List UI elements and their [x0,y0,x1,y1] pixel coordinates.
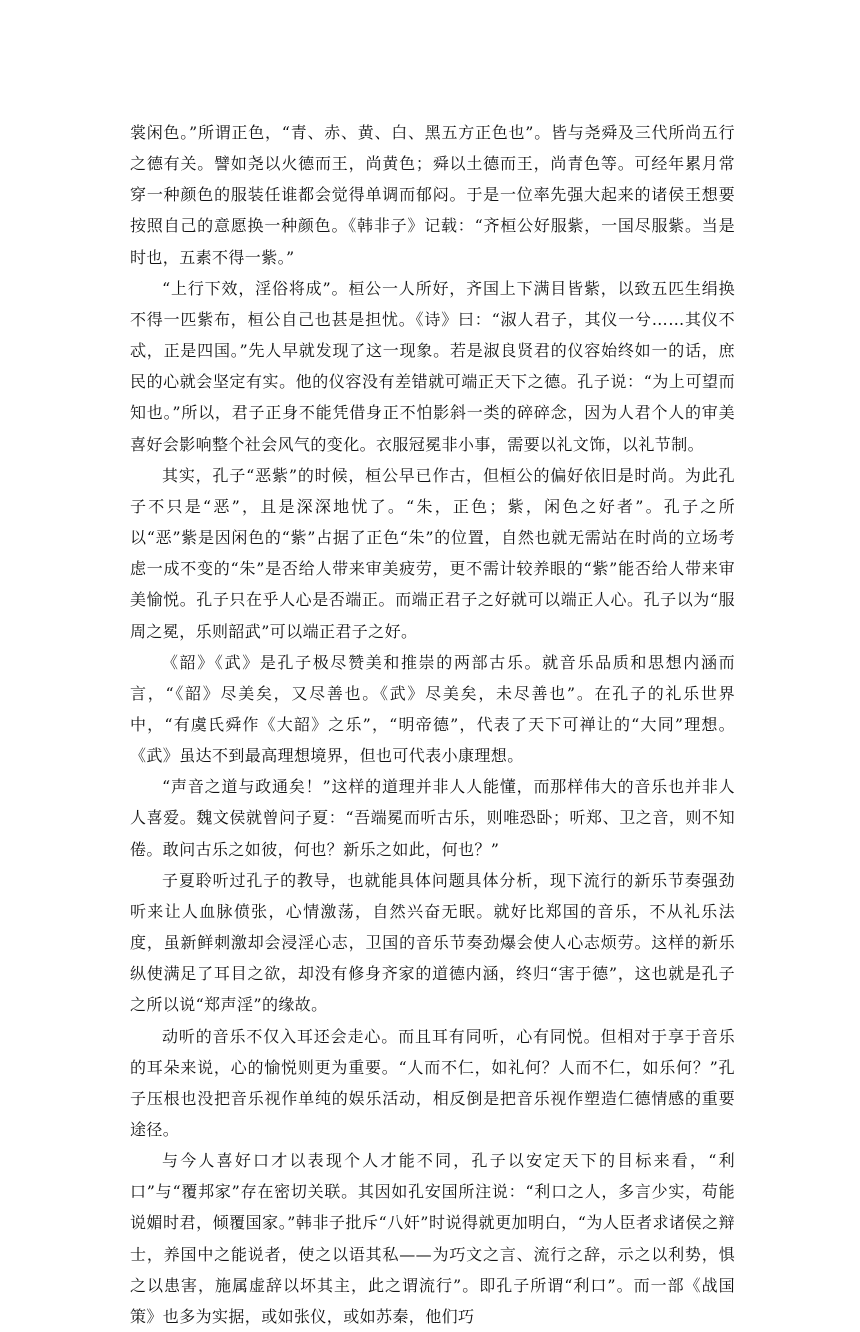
paragraph-3: 其实，孔子“恶紫”的时候，桓公早已作古，但桓公的偏好依旧是时尚。为此孔子不只是“恶”，且是深深地忧了。“朱，正色；紫，闲色之好者”。孔子之所以“恶”紫是因闲色的“紫”占据了正色“朱”的位置，自然也就无需站在时尚的立场考虑一成不变的“朱”是否给人带来审美疲劳，更不需计较养眼的“紫”能否给人带来审美愉悦。孔子只在乎人心是否端正。而端正君子之好就可以端正人心。孔子以为“服周之冕，乐则韶武”可以端正君子之好。 [130,465,735,641]
paragraph-2: “上行下效，淫俗将成”。桓公一人所好，齐国上下满目皆紫，以致五匹生绢换不得一匹紫布，桓公自己也甚是担忧。《诗》曰：“淑人君子，其仪一兮……其仪不忒，正是四国。”先人早就发现了这一现象。若是淑良贤君的仪容始终如一的话，庶民的心就会坚定有实。他的仪容没有差错就可端正天下之德。孔子说：“为上可望而知也。”所以，君子正身不能凭借身正不怕影斜一类的碎碎念，因为人君个人的审美喜好会影响整个社会风气的变化。衣服冠冕非小事，需要以礼文饰，以礼节制。 [130,278,735,454]
paragraph-8: 与今人喜好口才以表现个人才能不同，孔子以安定天下的目标来看，“利口”与“覆邦家”存在密切关联。其因如孔安国所注说：“利口之人，多言少实，苟能说媚时君，倾覆国家。”韩非子批斥“八奸”时说得就更加明白，“为人臣者求诸侯之辩士，养国中之能说者，使之以语其私——为巧文之言、流行之辞，示之以利势，惧之以患害，施属虚辞以坏其主，此之谓流行”。即孔子所谓“利口”。而一部《战国策》也多为实据，或如张仪，或如苏秦，他们巧 [130,1151,735,1326]
article-body [130,117,735,1332]
paragraph-6: 子夏聆听过孔子的教导，也就能具体问题具体分析，现下流行的新乐节奏强劲听来让人血脉偾张，心情激荡，自然兴奋无眠。就好比郑国的音乐，不从礼乐法度，虽新鲜刺激却会浸淫心志，卫国的音乐节奏劲爆会使人心志烦劳。这样的新乐纵使满足了耳目之欲，却没有修身齐家的道德内涵，终归“害于德”，这也就是孔子之所以说“郑声淫”的缘故。 [130,870,735,1015]
paragraph-4: 《韶》《武》是孔子极尽赞美和推崇的两部古乐。就音乐品质和思想内涵而言，“《韶》尽美矣，又尽善也。《武》尽美矣，未尽善也”。在孔子的礼乐世界中，“有虞氏舜作《大韶》之乐”，“明帝德”，代表了天下可禅让的“大同”理想。《武》虽达不到最高理想境界，但也可代表小康理想。 [130,652,735,766]
paragraph-continuation: 裳闲色。”所谓正色，“青、赤、黄、白、黑五方正色也”。皆与尧舜及三代所尚五行之德有关。譬如尧以火德而王，尚黄色；舜以土德而王，尚青色等。可经年累月常穿一种颜色的服装任谁都会觉得单调而郁闷。于是一位率先强大起来的诸侯王想要按照自己的意愿换一种颜色。《韩非子》记载：“齐桓公好服紫，一国尽服紫。当是时也，五素不得一紫。” [130,123,735,267]
paragraph-7: 动听的音乐不仅入耳还会走心。而且耳有同听，心有同悦。但相对于享于音乐的耳朵来说，心的愉悦则更为重要。“人而不仁，如礼何？人而不仁，如乐何？”孔子压根也没把音乐视作单纯的娱乐活动，相反倒是把音乐视作塑造仁德情感的重要途径。 [130,1026,735,1139]
paragraph-5: “声音之道与政通矣！”这样的道理并非人人能懂，而那样伟大的音乐也并非人人喜爱。魏文侯就曾问子夏：“吾端冕而听古乐，则唯恐卧；听郑、卫之音，则不知倦。敢问古乐之如彼，何也？新乐之如此，何也？” [130,777,735,859]
